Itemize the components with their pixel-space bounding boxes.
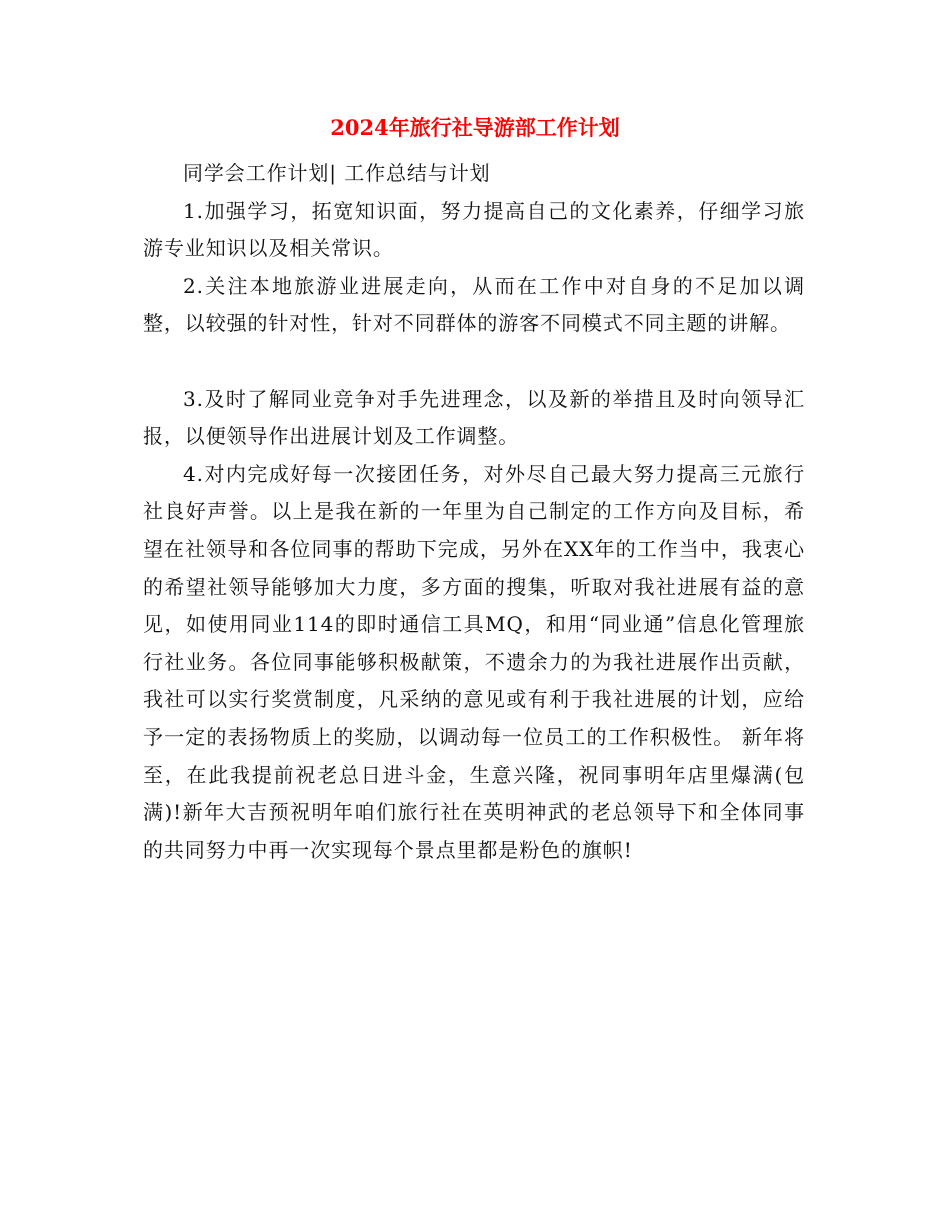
document-body bbox=[143, 155, 805, 869]
paragraph-1: 1.加强学习，拓宽知识面，努力提高自己的文化素养，仔细学习旅游专业知识以及相关常识。 bbox=[143, 198, 805, 261]
paragraph-4: 4.对内完成好每一次接团任务，对外尽自己最大努力提高三元旅行社良好声誉。以上是我在新的一年里为自己制定的工作方向及目标，希望在社领导和各位同事的帮助下完成，另外在XX年的工作当中，我衷心的希望社领导能够加大力度，多方面的搜集，听取对我社进展有益的意见，如使用同业114的即时通信工具MQ，和用“同业通”信息化管理旅行社业务。各位同事能够积极献策，不遗余力的为我社进展作出贡献，我社可以实行奖赏制度，凡采纳的意见或有利于我社进展的计划，应给予一定的表扬物质上的奖励，以调动每一位员工的工作积极性。 新年将至，在此我提前祝老总日进斗金，生意兴隆，祝同事明年店里爆满(包满)!新年大吉预祝明年咱们旅行社在英明神武的老总领导下和全体同事的共同努力中再一次实现每个景点里都是粉色的旗帜! bbox=[143, 461, 805, 862]
paragraph-2: 2.关注本地旅游业进展走向，从而在工作中对自身的不足加以调整，以较强的针对性，针对不同群体的游客不同模式不同主题的讲解。 bbox=[143, 273, 805, 336]
document-subtitle: 同学会工作计划| 工作总结与计划 bbox=[183, 161, 491, 185]
document-title: 2024年旅行社导游部工作计划 bbox=[330, 115, 620, 140]
paragraph-3: 3.及时了解同业竞争对手先进理念，以及新的举措且及时向领导汇报，以便领导作出进展计划及工作调整。 bbox=[143, 386, 805, 449]
